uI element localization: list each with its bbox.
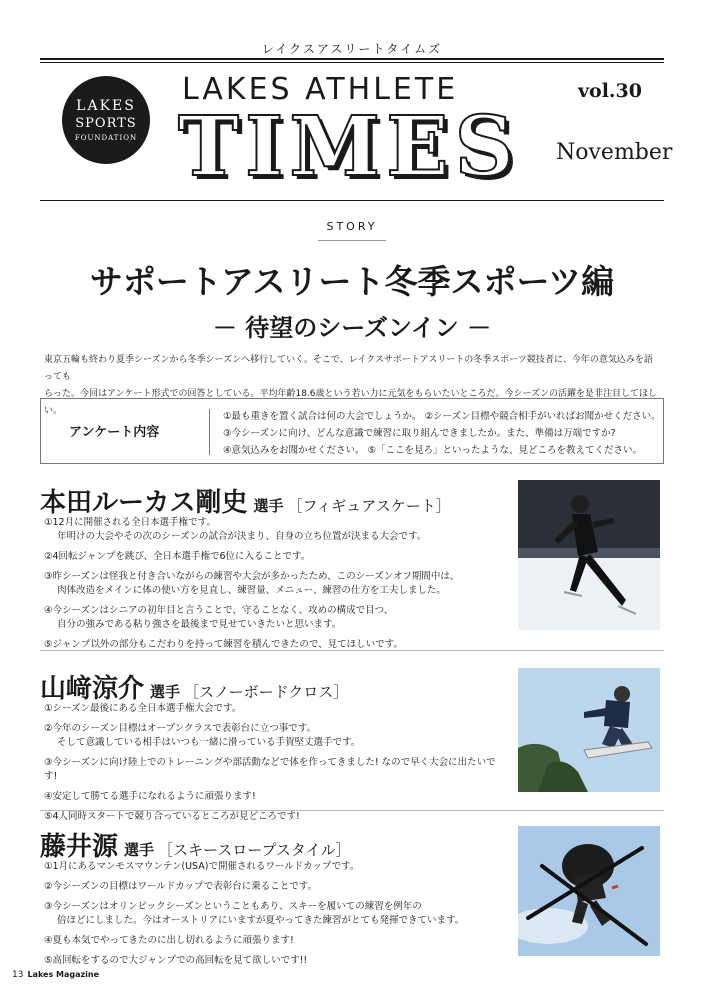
athlete-1-answers xyxy=(44,516,504,658)
answer-item: ③今シーズンはオリンピックシーズンということもあり、スキーを履いての練習を例年の 倍ほどにしました。今はオーストリアにいますが夏やってきた練習がとても発揮できています。 xyxy=(44,901,465,926)
athlete-sport: ［スキースロープスタイル］ xyxy=(158,841,351,859)
header-rule-thin xyxy=(40,62,664,63)
section-separator xyxy=(40,810,664,811)
survey-box xyxy=(40,398,664,464)
section-separator xyxy=(40,650,664,651)
answer-item: ②4回転ジャンプを跳び、全日本選手権で6位に入ることです。 xyxy=(44,551,311,562)
logo-line-1: LAKES xyxy=(76,98,136,114)
athlete-name: 本田ルーカス剛史 xyxy=(40,488,248,518)
snowboarder-photo xyxy=(518,668,660,792)
answer-item: ②今シーズンの目標はワールドカップで表彰台に乗ることです。 xyxy=(44,881,317,892)
answer-item: ④安定して勝てる選手になれるように頑張ります! xyxy=(44,791,256,802)
skier-photo xyxy=(518,826,660,956)
survey-divider xyxy=(209,409,210,455)
header-rule xyxy=(40,58,664,60)
survey-label: アンケート内容 xyxy=(69,425,160,440)
answer-item: ②今年のシーズン目標はオープンクラスで表彰台に立つ事です。 そして意識している相手はいつも一緒に滑っている手賀堅丈選手です。 xyxy=(44,723,361,748)
page-footer xyxy=(12,970,99,980)
figure-skater-photo xyxy=(518,480,660,630)
survey-question-line: ③今シーズンに向け、どんな意識で練習に取り組んできましたか。また、準備は万端ですか? xyxy=(223,428,616,439)
athlete-2-heading xyxy=(40,668,348,705)
athlete-name: 山﨑涼介 xyxy=(40,674,145,704)
story-label: STORY xyxy=(326,220,378,233)
lakes-sports-foundation-logo xyxy=(62,76,150,164)
article-headline: サポートアスリート冬季スポーツ編 xyxy=(89,262,615,301)
magazine-name: Lakes Magazine xyxy=(27,970,100,979)
answer-item: ③昨シーズンは怪我と付き合いながらの練習や大会が多かったため、このシーズンオフ期間中は、 肉体改造をメインに体の使い方を見直し、練習量、メニュー、練習の仕方を工夫しました。 xyxy=(44,571,460,596)
logo-line-3: FOUNDATION xyxy=(74,134,138,142)
answer-item: ④夏も本気でやってきたのに出し切れるように頑張ります! xyxy=(44,935,294,946)
issue-month: November xyxy=(556,140,673,165)
answer-item: ①12月に開催される全日本選手権です。 年明けの大会やその次のシーズンの試合が決まり、自身の立ち位置が決まる大会です。 xyxy=(44,517,427,542)
athlete-title: 選手 xyxy=(253,497,284,515)
page-number: 13 xyxy=(12,970,24,980)
masthead-title-times: TIMES xyxy=(178,99,520,195)
logo-line-2: SPORTS xyxy=(75,116,137,131)
answer-item: ③今シーズンに向け陸上でのトレーニングや部活動などで体を作ってきました! なので早く大会に出たいです! xyxy=(44,757,496,782)
athlete-3-heading xyxy=(40,826,351,863)
athlete-3-answers xyxy=(44,860,504,974)
masthead-title-top: LAKES ATHLETE xyxy=(182,72,459,107)
answer-item: ①1月にあるマンモスマウンテン(USA)で開催されるワールドカップです。 xyxy=(44,861,360,872)
answer-item: ④今シーズンはシニアの初年目と言うことで、守ることなく、攻めの構成で目つ、 自分の強みである粘り強さを最後まで見せていきたいと思います。 xyxy=(44,605,394,630)
answer-item: ⑤ジャンプ以外の部分もこだわりを持って練習を積んできたので、見てほしいです。 xyxy=(44,639,403,650)
story-rule xyxy=(40,200,664,201)
athlete-sport: ［フィギュアスケート］ xyxy=(287,497,451,515)
volume-number: vol.30 xyxy=(578,80,642,102)
athlete-name: 藤井源 xyxy=(40,832,119,862)
header-kana-title: レイクスアスリートタイムズ xyxy=(261,42,443,56)
survey-question-line: ①最も重きを置く試合は何の大会でしょうか。 ②シーズン目標や競合相手がいればお聞かせください。 xyxy=(223,411,661,422)
article-subhead: － 待望のシーズンイン － xyxy=(212,313,492,342)
story-underline xyxy=(318,240,386,241)
athlete-title: 選手 xyxy=(124,841,155,859)
athlete-sport: ［スノーボードクロス］ xyxy=(184,683,349,701)
athlete-title: 選手 xyxy=(150,683,181,701)
intro-line: らった。今回はアンケート形式での回答としている。平均年齢18.6歳という若い力に元気をもらいたいところだ。今シーズンの活躍を是非注目してほしい。 xyxy=(44,389,658,416)
survey-question-line: ④意気込みをお聞かせください。 ⑤「ここを見ろ」といったような、見どころを教えてください。 xyxy=(223,445,643,456)
answer-item: ①シーズン最後にある全日本選手権大会です。 xyxy=(44,703,242,714)
intro-line: 東京五輪も終わり夏季シーズンから冬季シーズンへ移行していく。そこで、レイクスサポートアスリートの冬季スポーツ競技者に、今年の意気込みを語っても xyxy=(44,355,653,382)
answer-item: ⑤高回転をするので大ジャンプでの高回転を見て欲しいです!! xyxy=(44,955,308,966)
answer-item: ⑤4人同時スタートで競り合っているところが見どころです! xyxy=(44,811,300,822)
athlete-1-heading xyxy=(40,482,451,519)
